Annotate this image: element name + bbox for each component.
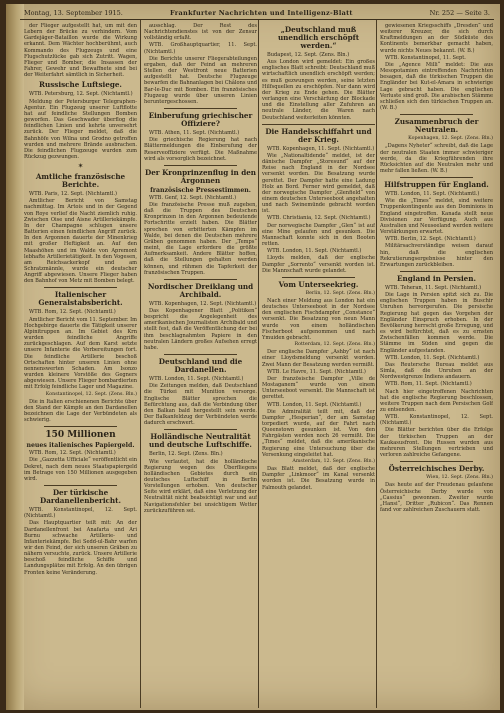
- separator-rule: [282, 277, 355, 278]
- article-text: Das Hauptquartier teilt mit: An der Dardanellenfront bei Anafarta und Ari Burnu schwache Artillerie- und Infanteriekämpfe. Bei Sedd-ul-Bahr warfen wir den Feind, der sich unseren Gräben zu nähern versuchte, zurück. Unsere Artillerie beschoß feindliche Schiffe und Landungsplätze mit Erfolg. An den übrigen Fronten keine Veränderung.: [24, 520, 137, 576]
- masthead-date: Montag, 13. September 1915.: [24, 9, 123, 17]
- separator-rule: [164, 165, 237, 166]
- article-headline: Amtliche französische Berichte.: [35, 172, 126, 190]
- dateline: Kopenhagen, 12. Sept. (Zens. Bln.): [408, 136, 493, 142]
- article-headline: Der Kronprinzenflug in den Argonnen: [144, 167, 257, 185]
- article-headline: Russische Luftsiege.: [39, 80, 122, 90]
- article-subheadline: neues italienisches Papiergeld.: [26, 442, 135, 450]
- article-text: Aus London wird gemeldet: Ein großes englisches Blatt schreibt: Deutschland muß wirtschaftlich unendlich erschöpft werden; es muß gezwungen werden, seine letzten Hilfsquellen zu erschöpfen. Nur dann wird der Krieg zu Ende gehen. Die Blätter verlangen eine Verschärfung der Blockade und die Einstellung aller Zufuhren an neutrale Länder, die Waren nach Deutschland weiterleiten könnten.: [262, 59, 375, 121]
- article-text: Die französische Presse muß zugeben, daß die Truppen des Deutschen Kronprinzen in den Argonnen bedeutende Fortschritte erzielt haben. Die Blätter sprechen von erbitterten Kämpfen im Walde, bei denen die Deutschen mehrere Gräben genommen haben. Der „Temps“ meint, die Lage erfordere die größte Aufmerksamkeit. Andere Blätter hoffen, daß die Stellungen gehalten werden können, und rühmen die Tapferkeit der französischen Truppen.: [144, 201, 257, 276]
- article-text: Nach hier eingetroffenen Nachrichten hat die englische Regierung beschlossen, weitere Truppen nach dem Persischen Golf zu entsenden.: [380, 388, 493, 413]
- article-subheadline: französische Pressestimmen.: [150, 186, 251, 194]
- dateline: WTB. Konstantinopel, 11. Sept.: [385, 54, 466, 61]
- dateline: WTB. Rom, 11. Sept. (Nichtamtl.): [385, 381, 472, 388]
- dateline: WTB. London, 11. Sept. (Nichtamtl.): [385, 191, 480, 198]
- dateline: Budapest, 12. Sept. (Zens. Bln.): [267, 52, 350, 58]
- article-headline: Italienischer Generalstabsbericht.: [38, 290, 123, 308]
- separator-rule: [400, 461, 473, 462]
- article-text: „Dagens Nyheter“ schreibt, daß die Lage der neutralen Staaten immer schwieriger werde, da die Kriegführenden ihre Rücksichten auf die Neutralen mehr und mehr fallen ließen. (W. B.): [380, 143, 493, 174]
- masthead-page-number: Nr. 252 — Seite 3.: [429, 9, 490, 17]
- dateline: WTB. Athen, 11. Sept. (Nichtamtl.): [149, 130, 240, 137]
- separator-rule: [262, 124, 375, 125]
- article-headline: Zusammenbruch der Neutralen.: [394, 117, 479, 135]
- separator-rule: [400, 177, 473, 178]
- article-headline: Die Handelsschiffahrt und der Krieg.: [265, 126, 372, 144]
- separator-rule: [44, 426, 117, 427]
- article-text: Amtlicher Bericht vom 11. September. Im Hochgebirge dauerte die Tätigkeit unserer Alpinitruppen an. Im Gebiet des Krn wurden feindliche Angriffe zurückgeschlagen. Auf dem Karst setzte unsere Infanterie die Vorbereitungen fort. Die feindliche Artillerie beschoß Ortschaften hinter unseren Linien ohne nennenswerten Schaden. Am Isonzo wurden kleinere Vorstöße des Gegners abgewiesen. Unsere Flieger bombardierten mit Erfolg feindliche Lager und Magazine.: [24, 316, 137, 391]
- article-headline: Nordischer Dreiklang und Archibald.: [147, 281, 254, 299]
- torn-edge: [6, 4, 24, 710]
- dateline: WTB. Konstantinopel, 12. Sept. (Nichtamtl.): [380, 414, 493, 427]
- dateline: WTB. Paris, 12. Sept. (Nichtamtl.): [29, 191, 117, 198]
- dateline: WTB. Genf, 12. Sept. (Nichtamtl.): [149, 194, 237, 201]
- separator-rule: [44, 485, 117, 486]
- dateline: WTB. Kopenhagen, 11. Sept. (Nichtamtl.): [267, 145, 375, 152]
- article-text: Die „Agence Milli“ meldet: Die aus Mesopotamien eintreffenden Nachrichten besagen, daß die türkischen Truppen die Engländer bei Kut-el-Amara in schwierige Lage gebracht haben. Die englischen Verluste sind groß. Die arabischen Stämme schließen sich den türkischen Truppen an. (W. B.): [380, 61, 493, 112]
- masthead-title: Frankfurter Nachrichten und Intelligenz-Blatt: [170, 9, 353, 17]
- article-text: Der norwegische Dampfer „Glen“ ist auf eine Mine gelaufen und gesunken. Die Mannschaft konnte sich in den Booten retten.: [262, 222, 375, 248]
- separator-rule: [400, 114, 473, 115]
- dateline: Wien, 12. Sept. (Zens. Bln.): [426, 475, 493, 481]
- dateline: WTB. Petersburg, 12. Sept. (Nichtamtl.): [29, 91, 133, 98]
- dateline: WTB. London, 11. Sept. (Nichtamtl.): [267, 248, 362, 255]
- article-text: Die Lage in Persien spitzt sich zu. Die englischen Truppen haben in Buschir Unruhen hervorgerufen. Die persische Regierung hat gegen das Vorgehen der Engländer Einspruch erhoben. In der Bevölkerung herrscht große Erregung, und es wird befürchtet, daß es zu ernsten Zwischenfällen kommen werde. Die Stämme im Süden sind gegen die Engländer aufgestanden.: [380, 292, 493, 354]
- article-headline: Deutschland und die Dardanellen.: [158, 357, 243, 375]
- dateline: Amsterdam, 12. Sept. (Zens. Bln.): [292, 458, 375, 464]
- article-headline: Österreichisches Derby.: [388, 464, 485, 474]
- article-text: gewiesenen Kriegsschiffs „Dresden“ und weiterer Kreuzer, die sich durch Kraftmeldungen an der Südküste des Kontinents bemerkbar gemacht haben, wurde nichts Neues bekannt. (W. B.): [380, 23, 493, 54]
- column-rule: [258, 20, 259, 708]
- article-text: Wie „Nationaltidende“ meldet, ist der dänische Dampfer „Storesund“ auf der Reise nach England in der Nordsee versenkt worden. Die Besatzung wurde gerettet. Der Dampfer hatte eine Ladung Holz an Bord. Ferner wird gemeldet, daß der norwegische Dampfer „Glenfield“ von einem deutschen Unterseeboot angehalten und nach Swinemünde gebracht worden ist.: [262, 152, 375, 215]
- article-text: Wie die „Times“ meldet, sind weitere Truppenkontingente aus den Dominions in England eingetroffen. Kanada stellt neue Divisionen zur Verfügung. Auch aus Australien und Neuseeland werden weitere Verstärkungen erwartet.: [380, 198, 493, 236]
- newspaper-page: [6, 4, 500, 710]
- dateline: WTB. Großhauptquartier, 11. Sept. (Nichtamtl.): [144, 42, 257, 55]
- dateline: WTB. Christiania, 12. Sept. (Nichtamtl.): [267, 215, 371, 222]
- article-text: Die griechische Regierung hat nach Blättermeldungen die Einberufung der Reserveoffiziere verfügt. Die Maßnahme wird als vorsorglich bezeichnet.: [144, 137, 257, 162]
- article-text: Die „Gazzetta Ufficiale“ veröffentlicht ein Dekret, nach dem neues Staatspapiergeld im Betrage von 150 Millionen ausgegeben wird.: [24, 457, 137, 482]
- article-headline: Holländische Neutralität und deutsche Luftschiffe.: [149, 432, 252, 450]
- article-text: Die in Italien erschienenen Berichte über den Stand der Kämpfe an den Dardanellen bezeichnen die Lage der Verbündeten als schwierig.: [24, 398, 137, 424]
- dateline: WTB. Teheran, 11. Sept. (Nichtamtl.): [385, 285, 482, 291]
- article-text: Militärsachverständige weisen darauf hin, daß die englischen Rekrutierungsergebnisse hinter den Erwartungen zurückbleiben.: [380, 243, 493, 268]
- dateline: WTB. Le Havre, 11. Sept. (Nichtamtl.): [267, 368, 366, 375]
- article-text: Die Zeitungen melden, daß Deutschland die Türkei mit Munition versorge. Englische Blätter sprechen die Befürchtung aus, daß die Verbindung über den Balkan bald hergestellt sein werde. Der Balkanfeldzug der Verbündeten werde dadurch erschwert.: [144, 383, 257, 427]
- dateline: Berlin, 12. Sept. (Zens. Bln.): [305, 290, 375, 296]
- article-headline: Hilfstruppen für England.: [384, 180, 489, 190]
- column-4: [380, 23, 493, 707]
- dateline: WTB. Rom, 12. Sept. (Nichtamtl.): [29, 309, 116, 316]
- article-text: Nach einer Meldung aus London hat ein deutsches Unterseeboot in der Nordsee den englischen Fischdampfer „Constance“ versenkt. Die Besatzung von neun Mann wurde von einem holländischen Fischerboot aufgenommen und nach Ymuiden gebracht.: [262, 298, 375, 341]
- article-text: der Flieger aufgestellt hat, um mit den Lebern der Brücke zu verhindern. Vom Gardejäger-Bataillon wurde die Wirkung erkannt. Dem Wächter hochberühmt, auch Kommando des Flugzeugs und eine Flugschutzlücke gab sich Zutritt. Wagen, Flieger und Bomber, die Insassen der Fahrer, Gewehr und Bewaffnete sind bei der Weiterfahrt sämtlich in Sicherheit.: [24, 23, 137, 79]
- separator-rule: [164, 429, 237, 430]
- article-headline: Einberufung griechischer Offiziere?: [148, 111, 253, 129]
- dateline: Rotterdam, 12. Sept. (Zens. Bln.): [294, 342, 375, 348]
- dateline: Konstantinopel, 12. Sept. (Zens. Bln.): [45, 391, 137, 397]
- dateline: WTB. Konstantinopel, 12. Sept. (Nichtamtl.): [24, 507, 137, 520]
- article-text: Die Berichte unserer Fliegerabteilungen ergaben, daß der Feind an mehreren Stellen der Westfront neue Batterien aufgestellt hat. Deutsche Flugzeuge bewarfen die Bahnanlagen bei Châlons und Bar-le-Duc mit Bomben. Ein französisches Flugzeug wurde über unseren Linien heruntergeschossen.: [144, 55, 257, 105]
- article-text: ausschlag. Der Rest des Nachrichtendienstes ist von der Zensur vollständig erfaßt.: [144, 23, 257, 42]
- separator-rule: [400, 271, 473, 272]
- article-text: Amtlicher Bericht von Samstag nachmittag. Im Artois und in der Gegend von Roye verlief die Nacht ziemlich ruhig. Zwischen Oise und Aisne Artilleriekämpfe. In der Champagne schlugen unsere Batterien einen feindlichen Angriff zurück. In den Argonnen dauerte der Minenkrieg mit großer Heftigkeit an. Auf den Maashöhen und im Walde von Apremont lebhafte Artillerietätigkeit. In den Vogesen, am Reichsackerkopf und am Schratzmännle, wurde ein deutscher Angriff abgewiesen. Unsere Flieger haben den Bahnhof von Metz mit Bomben belegt.: [24, 198, 137, 285]
- article-headline: „Deutschland muß unendlich erschöpft werden.“: [277, 25, 360, 50]
- article-headline: Vom Unterseekrieg.: [278, 279, 359, 289]
- masthead: [20, 7, 494, 20]
- article-text: Die Blätter berichten über die Erfolge der türkischen Truppen an der Kaukasusfront. Die Russen wurden aus mehreren Stellungen vertrieben und verloren zahlreiche Gefangene.: [380, 427, 493, 459]
- column-rule: [140, 20, 141, 708]
- column-3: [262, 23, 375, 707]
- article-headline: Der türkische Dardanellenbericht.: [40, 488, 121, 506]
- article-text: Das Reutersche Bureau meldet aus Simla, daß die Unruhen an der Nordwestgrenze Indiens andauern.: [380, 361, 493, 381]
- article-text: Der französische Dampfer „Ville de Mostaganem“ wurde von einem Unterseeboot versenkt. Die Mannschaft ist gerettet.: [262, 375, 375, 401]
- dateline: WTB. London, 11. Sept. (Nichtamtl.): [385, 354, 480, 361]
- article-headline: 150 Millionen: [45, 430, 116, 441]
- dateline: WTB. Berlin, 12. Sept. (Nichtamtl.): [385, 236, 476, 243]
- article-headline: England in Persien.: [397, 274, 476, 283]
- column-2: [144, 23, 257, 707]
- column-rule: [376, 20, 377, 708]
- article-text: Wie verlautet, hat die holländische Regierung wegen des Überfliegens holländischen Gebietes durch ein deutsches Luftschiff in Berlin Vorstellungen erhoben. Von deutscher Seite wird erklärt, daß eine Verletzung der Neutralität nicht beabsichtigt war und auf Navigationsfehler bei unsichtigem Wetter zurückzuführen sei.: [144, 458, 257, 514]
- article-text: Das heute auf der Freudenau gelaufene Österreichische Derby wurde von „Cassius“ gewonnen. Zweiter wurde „Hansi“, Dritter „Rubicon“. Das Rennen fand vor zahlreichen Zuschauern statt.: [380, 482, 493, 513]
- article-text: Die Admiralität teilt mit, daß der Dampfer „Hesperian“, der am Samstag torpediert wurde, auf der Fahrt nach Queenstown gesunken ist. Von den Fahrgästen werden noch 26 vermißt. Die „Times“ meldet, daß die amerikanische Regierung eine Untersuchung über die Versenkung eingeleitet hat.: [262, 408, 375, 458]
- separator-rule: [164, 108, 237, 109]
- dateline: WTB. London, 11. Sept. (Nichtamtl.): [267, 401, 362, 408]
- article-text: Lloyds melden, daß der englische Dampfer „Sorrento“ versenkt worden ist. Die Mannschaft wurde gelandet.: [262, 255, 375, 274]
- article-text: Das Kopenhagener Blatt „Politiken“ bespricht die Angelegenheit des amerikanischen Journalisten Archibald und stellt fest, daß die Veröffentlichung der bei ihm beschlagnahmten Papiere in den neutralen Ländern großes Aufsehen erregt habe.: [144, 308, 257, 351]
- article-text: Das Blatt meldet, daß der englische Dampfer „Linkmoor“ im Kanal versenkt worden ist. Die Besatzung wurde in Falmouth gelandet.: [262, 466, 375, 491]
- separator-rule: [164, 279, 237, 280]
- star-ornament: ✶: [77, 162, 84, 171]
- dateline: WTB. Kopenhagen, 12. Sept. (Nichtamtl.): [149, 300, 257, 307]
- dateline: Berlin, 12. Sept. (Zens. Bln.): [149, 451, 223, 458]
- article-text: Der englische Dampfer „Ashby“ ist nach einer Lloydsmeldung versenkt worden. Zwei Mann der Besatzung werden vermißt.: [262, 349, 375, 368]
- article-text: Meldung der Petersburger Telegraphen-Agentur. Ein Flugzeug unserer Luftflotte hat auf feindliche Stellungen Bomben geworfen. Das Geschwader überflog die feindlichen Linien und kehrte unversehrt zurück. Der Flieger meldet, daß die Bahnhöfe von Wilna und Grodno getroffen wurden und mehrere Brände ausbrachen. Die feindlichen Flugzeuge wurden zum Rückzug gezwungen.: [24, 98, 137, 160]
- column-1: [24, 23, 137, 707]
- dateline: WTB. Rom, 12. Sept. (Nichtamtl.): [29, 450, 116, 457]
- separator-rule: [164, 354, 237, 355]
- dateline: WTB. London, 11. Sept. (Nichtamtl.): [149, 376, 244, 383]
- separator-rule: [44, 287, 117, 288]
